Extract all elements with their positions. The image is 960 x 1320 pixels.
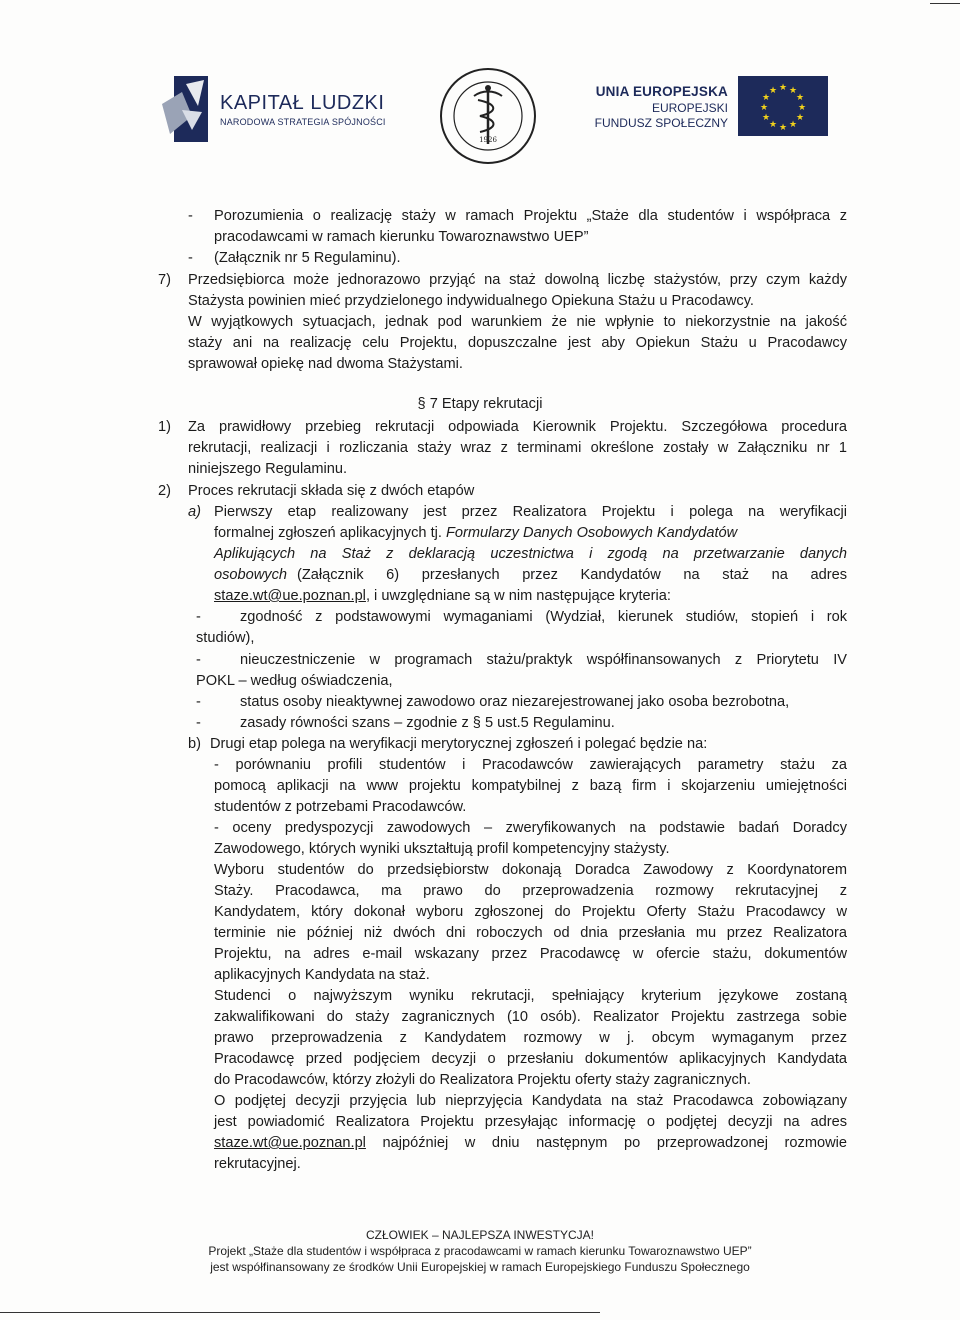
svg-text:★: ★	[778, 83, 788, 93]
svg-text:★: ★	[795, 113, 805, 123]
svg-text:★: ★	[768, 120, 778, 130]
subpoint-b-paragraph-line: do Pracodawców, którzy złożyli do Realizatora Projektu oferty staży zagranicznych.	[214, 1072, 751, 1088]
svg-text:★: ★	[778, 123, 788, 133]
email-link[interactable]: staze.wt@ue.poznan.pl	[214, 1135, 366, 1151]
subpoint-b-paragraph-line: Staży. Pracodawca, ma prawo do przeprowadzenia rozmowy rekrutacyjnej z	[214, 883, 847, 899]
subpoint-b-paragraph-line: prawo przeprowadzenia z Kandydatem rozmowy w j. obcym wymaganym przez	[214, 1030, 847, 1046]
subpoint-a-line	[214, 586, 671, 607]
point-7-number: 7)	[158, 272, 171, 288]
svg-text:★: ★	[768, 86, 778, 96]
subpoint-a-italic: Formularzy Danych Osobowych Kandydatów	[446, 525, 738, 541]
subpoint-b-paragraph-line: - oceny predyspozycji zawodowych – zweryfikowanych na podstawie badań Doradcy	[214, 820, 847, 836]
point-7-line: Przedsiębiorca może jednorazowo przyjąć na staż dowolną liczbę stażystów, przy czym każdy	[188, 272, 847, 288]
subpoint-b-paragraph-line: Zawodowego, których wyniki ukształtują profil kompetencyjny stażysty.	[214, 841, 670, 857]
email-link[interactable]: staze.wt@ue.poznan.pl	[214, 588, 366, 604]
svg-text:★: ★	[788, 86, 798, 96]
criterion-line: POKL – według oświadczenia,	[196, 673, 393, 689]
dash-marker: -	[196, 609, 201, 625]
subpoint-b-paragraph-line: O podjętej decyzji przyjęcia lub nieprzyjęcia Kandydata na staż Pracodawca zobowiązany	[214, 1093, 847, 1109]
kapital-ludzki-subtitle: NARODOWA STRATEGIA SPÓJNOŚCI	[220, 117, 386, 127]
subpoint-b-paragraph-line: jest powiadomić Realizatora Projektu przesyłając informację o podjętej decyzji na adres	[214, 1114, 847, 1130]
criterion-line: zasady równości szans – zgodnie z § 5 ust.5 Regulaminu.	[240, 715, 615, 731]
dash-marker: -	[196, 694, 201, 710]
subpoint-b-paragraph-line: Pracodawcę przed podjęciem decyzji o przesłaniu dokumentów aplikacyjnych Kandydata	[214, 1051, 847, 1067]
subpoint-b-paragraph-line: aplikacyjnych Kandydata na staż.	[214, 967, 430, 983]
subpoint-a-label: a)	[188, 504, 201, 520]
section-point-1-number: 1)	[158, 419, 171, 435]
eu-union-label: UNIA EUROPEJSKA	[595, 84, 728, 99]
dash-marker: -	[188, 208, 193, 224]
subpoint-a-text: (Załącznik 6) przesłanych przez Kandydatów na staż na adres	[297, 567, 847, 583]
eu-fund-label-1: EUROPEJSKI	[651, 101, 728, 115]
section-point-1-line: niniejszego Regulaminu.	[188, 461, 348, 477]
section-point-1-line: rekrutacji, realizacji i rozliczania staży wraz z terminami określone zostały w Załączniku nr 1	[188, 440, 847, 456]
svg-text:★: ★	[795, 93, 805, 103]
svg-text:1926: 1926	[479, 136, 497, 144]
subpoint-b-paragraph-line: Studenci o najwyższym wyniku rekrutacji, spełniający kryterium językowe zostaną	[214, 988, 847, 1004]
subpoint-b-paragraph-line	[214, 1133, 847, 1154]
svg-text:★: ★	[761, 93, 771, 103]
subpoint-a-italic: osobowych	[214, 567, 288, 583]
svg-text:★: ★	[761, 113, 771, 123]
subpoint-a-line	[214, 523, 737, 544]
point-7-line: W wyjątkowych sytuacjach, jednak pod warunkiem że nie wpłynie to niekorzystnie na jakość	[188, 314, 847, 330]
subpoint-a-line	[214, 565, 847, 586]
subpoint-a-text: formalnej zgłoszeń aplikacyjnych tj.	[214, 525, 442, 541]
bottom-scan-edge	[0, 1312, 600, 1313]
subpoint-b-paragraph-line: - porównaniu profili studentów i Pracodawców zawierających parametry stażu za	[214, 757, 847, 773]
criterion-line: studiów),	[196, 630, 255, 646]
subpoint-b-paragraph-line: Projektu, na adres e-mail wskazany przez Pracodawcę w ofercie stażu, dokumentów	[214, 946, 847, 962]
top-scan-edge	[930, 3, 960, 4]
footer-slogan: CZŁOWIEK – NAJLEPSZA INWESTYCJA!	[365, 1228, 595, 1242]
section-heading: § 7 Etapy rekrutacji	[417, 396, 543, 412]
section-point-1-line: Za prawidłowy przebieg rekrutacji odpowiada Kierownik Projektu. Szczegółowa procedura	[188, 419, 847, 435]
eu-text	[595, 84, 728, 130]
eu-flag-icon	[738, 76, 828, 136]
university-seal-icon	[438, 66, 538, 166]
criterion-line: status osoby nieaktywnej zawodowo oraz niezarejestrowanej jako osoba bezrobotna,	[240, 694, 790, 710]
eu-fund-label-2: FUNDUSZ SPOŁECZNY	[594, 116, 728, 130]
intro-bullet-2: (Załącznik nr 5 Regulaminu).	[214, 250, 401, 266]
dash-marker: -	[196, 652, 201, 668]
eu-logo-block	[596, 76, 832, 138]
point-7-line: Stażysta powinien mieć przydzielonego indywidualnego Opiekuna Stażu u Pracodawcy.	[188, 293, 754, 309]
subpoint-b-paragraph-line: pomocą aplikacji na www projektu kompatybilnej z bazą firm i skojarzeniu umiejętności	[214, 778, 847, 794]
subpoint-a-text: , i uwzględniane są w nim następujące kryteria:	[365, 588, 671, 604]
criterion-line: nieuczestniczenie w programach stażu/praktyk współfinansowanych z Priorytetu IV	[240, 652, 847, 668]
subpoint-b-paragraph-line: terminie nie później niż dwóch dni roboczych od dnia przesłania mu przez Realizatora	[214, 925, 847, 941]
footer-project-line: Projekt „Staże dla studentów i współpraca z pracodawcami w ramach kierunku Towaroznawstwo UEP”	[208, 1244, 752, 1258]
svg-text:★: ★	[759, 103, 769, 113]
kapital-ludzki-title: KAPITAŁ LUDZKI	[220, 92, 385, 114]
kapital-ludzki-logo	[162, 76, 386, 142]
subpoint-b-paragraph-line: Wyboru studentów do przedsiębiorstw dokonają Doradca Zawodowy z Koordynatorem	[214, 862, 847, 878]
subpoint-b-label: b)	[188, 736, 201, 752]
svg-text:★: ★	[797, 103, 807, 113]
subpoint-b-paragraph-line: Kandydatem, który dokonał wyboru zgłoszonej do Projektu Oferty Stażu Pracodawcy w	[214, 904, 847, 920]
dash-marker: -	[188, 250, 193, 266]
subpoint-b-paragraph-line: zakwalifikowani do staży zagranicznych (10 osób). Realizator Projektu zastrzega sobie	[214, 1009, 847, 1025]
kapital-ludzki-emblem-icon	[162, 76, 208, 142]
intro-bullet-1-line-1: Porozumienia o realizację staży w ramach Projektu „Staże dla studentów i współpraca z	[214, 208, 847, 224]
subpoint-a-italic-line: Aplikujących na Staż z deklaracją uczestnictwa i zgodą na przetwarzanie danych	[214, 546, 847, 562]
section-point-2-number: 2)	[158, 483, 171, 499]
dash-marker: -	[196, 715, 201, 731]
criterion-line: zgodność z podstawowymi wymaganiami (Wydział, kierunek studiów, stopień i rok	[240, 609, 847, 625]
intro-bullet-1-line-2: pracodawcami w ramach kierunku Towaroznawstwo UEP”	[214, 229, 589, 245]
section-point-2-line: Proces rekrutacji składa się z dwóch etapów	[188, 483, 475, 499]
point-7-line: staży ani na realizację celu Projektu, dopuszczalne jest aby Opiekun Stażu u Pracodawcy	[188, 335, 847, 351]
subpoint-b-text: najpóźniej w dniu następnym po przeprowadzonej rozmowie	[365, 1135, 847, 1151]
subpoint-a-line: Pierwszy etap realizowany jest przez Realizatora Projektu i polega na weryfikacji	[214, 504, 847, 520]
subpoint-b-line: Drugi etap polega na weryfikacji merytorycznej zgłoszeń i polegać będzie na:	[210, 736, 708, 752]
svg-text:★: ★	[788, 120, 798, 130]
point-7-line: sprawował opiekę nad dwoma Stażystami.	[188, 356, 463, 372]
subpoint-b-paragraph-line: rekrutacyjnej.	[214, 1156, 301, 1172]
subpoint-b-paragraph-line: studentów z potrzebami Pracodawców.	[214, 799, 467, 815]
footer-funding-line: jest współfinansowany ze środków Unii Europejskiej w ramach Europejskiego Funduszu Społecznego	[210, 1260, 750, 1274]
